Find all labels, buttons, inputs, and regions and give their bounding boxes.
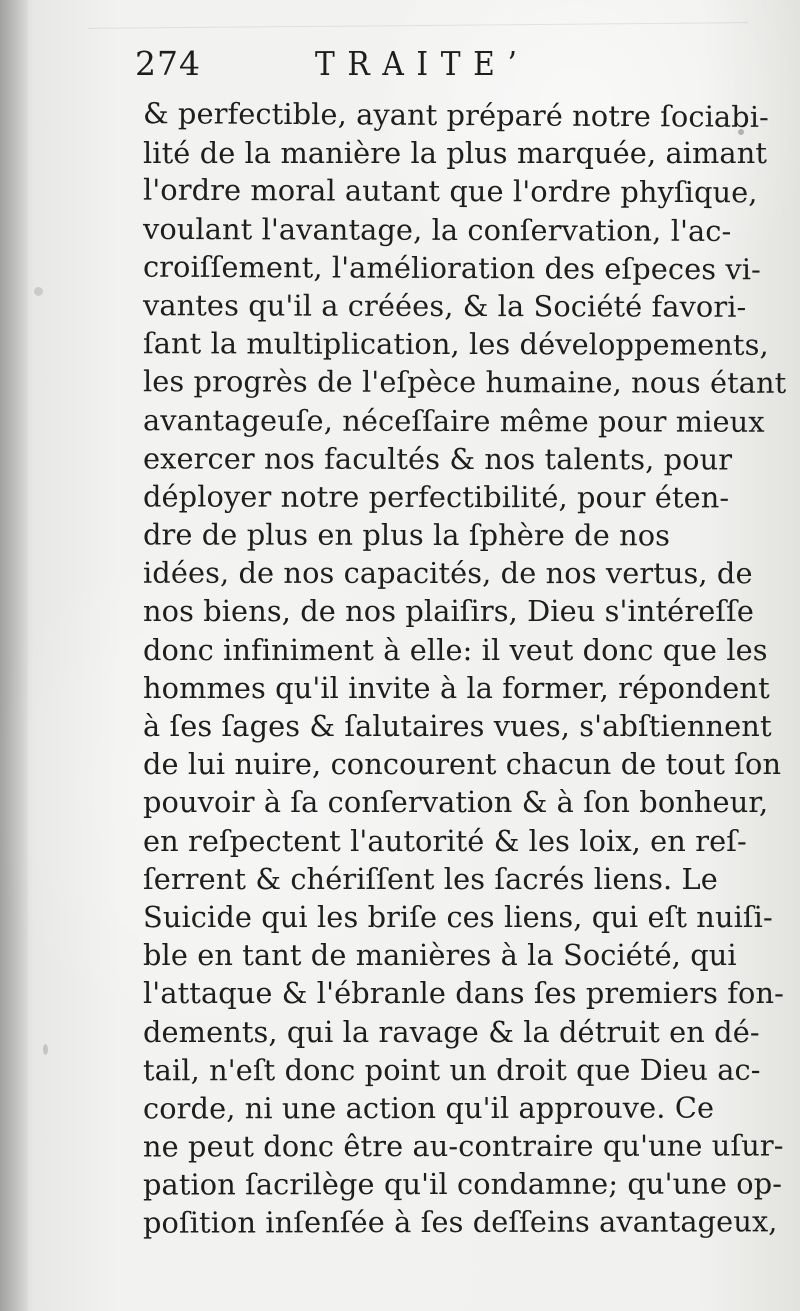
body-text (142, 96, 787, 1242)
text-line: dre de plus en plus la ſphère de nos (142, 517, 671, 553)
text-line: l'attaque & l'ébranle dans ſes premiers fon- (143, 976, 784, 1011)
text-line: poſition inſenſée à ſes deſſeins avantageux, (142, 1204, 778, 1241)
text-line: avantageuſe, néceſſaire même pour mieux (142, 402, 765, 439)
text-line: hommes qu'il invite à la former, répondent (143, 670, 770, 705)
text-line: ne peut donc être au-contraire qu'une uſur- (142, 1128, 784, 1164)
text-line: Suicide qui les briſe ces liens, qui eſt nuiſi- (143, 899, 773, 934)
text-line: les progrès de l'eſpèce humaine, nous étant (142, 364, 787, 401)
text-line: idées, de nos capacités, de nos vertus, de (142, 555, 753, 591)
text-line: en reſpectent l'autorité & les loix, en reſ- (143, 823, 747, 858)
text-line: exercer nos facultés & nos talents, pour (142, 441, 733, 477)
paper-crease (88, 22, 748, 29)
text-line: tail, n'eſt donc point un droit que Dieu ac- (142, 1052, 761, 1087)
ink-dot (738, 129, 744, 135)
text-line: de lui nuire, concourent chacun de tout ſon (143, 747, 782, 782)
text-line: corde, ni une action qu'il approuve. Ce (142, 1090, 715, 1126)
paper-stain (43, 1044, 48, 1055)
text-line: nos biens, de nos plaiſirs, Dieu s'intéreſſe (143, 594, 754, 629)
running-head: TRAITE’ (315, 44, 530, 83)
text-line: vantes qu'il a créées, & la Société favori- (142, 288, 747, 324)
text-line: pouvoir à ſa conſervation & à ſon bonheur, (143, 785, 769, 820)
text-line: lité de la manière la plus marquée, aimant (143, 136, 768, 171)
text-line: voulant l'avantage, la conſervation, l'ac- (142, 211, 732, 248)
text-line: l'ordre moral autant que l'ordre phyſique, (142, 173, 758, 210)
text-line: ſerrent & chériſſent les ſacrés liens. Le (143, 861, 718, 896)
paper-stain (34, 287, 43, 296)
text-line: dements, qui la ravage & la détruit en dé- (143, 1014, 760, 1049)
page-header (135, 44, 655, 92)
text-line: ble en tant de manières à la Société, qui (143, 938, 737, 973)
text-line: ſant la multiplication, les développements, (142, 326, 769, 362)
page-gutter-shadow (0, 0, 28, 1311)
text-line: donc infiniment à elle: il veut donc que les (143, 632, 768, 667)
text-line: déployer notre perfectibilité, pour éten- (142, 479, 730, 515)
page-number: 274 (135, 44, 201, 83)
text-line: croiſſement, l'amélioration des eſpeces vi- (142, 249, 761, 287)
text-line: à ſes ſages & ſalutaires vues, s'abſtiennent (143, 709, 772, 743)
text-line: pation ſacrilège qu'il condamne; qu'une op- (142, 1166, 783, 1202)
text-line: & perfectible, ayant préparé notre ſociabi- (142, 96, 770, 134)
